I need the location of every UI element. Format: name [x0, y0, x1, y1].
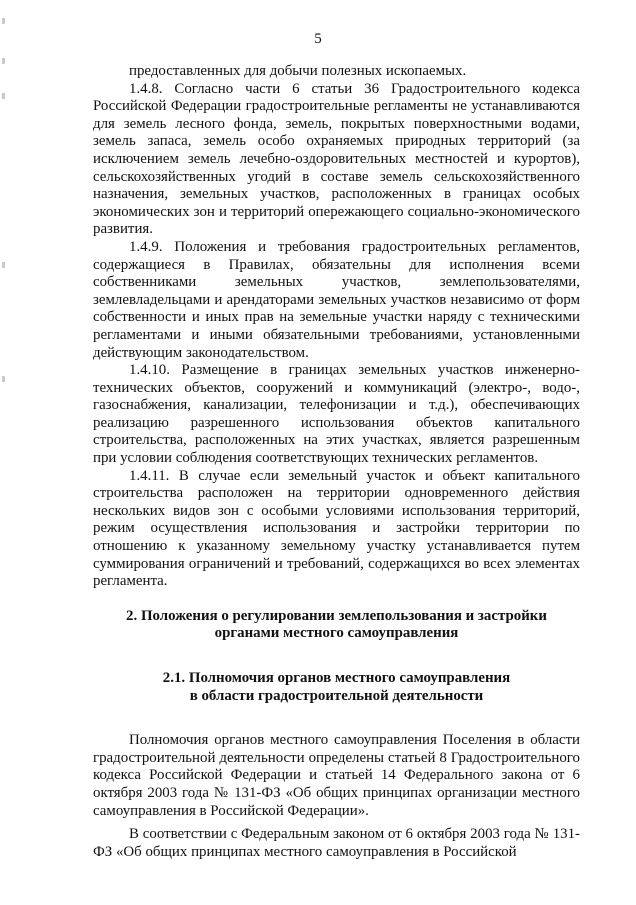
paragraph-federal-law: В соответствии с Федеральным законом от 6 октября 2003 года № 131-ФЗ «Об общих принципах местного самоуправления в Российской [93, 826, 580, 860]
scan-mark [2, 376, 5, 382]
scan-mark [2, 18, 5, 24]
paragraph-continuation: предоставленных для добычи полезных ископаемых. [129, 63, 467, 79]
section-2-heading-line-2: органами местного самоуправления [214, 625, 459, 642]
section-2-1-heading-line-2: в области градостроительной деятельности [189, 687, 484, 704]
paragraph-1-4-8: 1.4.8. Согласно части 6 статьи 36 Градостроительного кодекса Российской Федерации градостроительные регламенты не устанавливаются для земель лесного фонда, земель, покрытых поверхностными водами, земель запаса, земель особо охраняемых природных территорий (за исключением земель лечебно-оздоровительных местностей и курортов), сельскохозяйственных угодий в составе земель сельскохозяйственного назначения, земельных участков, расположенных в границах особых экономических зон и территорий опережающего социально-экономического развития. [93, 80, 580, 238]
paragraph-1-4-10: 1.4.10. Размещение в границах земельных участков инженерно-технических объектов, сооружений и коммуникаций (электро-, водо-, газоснабжения, канализации, телефонизации и т.д.), обеспечивающих реализацию разрешенного использования объектов капитального строительства, расположенных на этих участках, является разрешенным при условии соблюдения соответствующих технических регламентов. [93, 362, 580, 467]
section-2-heading-line-1: 2. Положения о регулировании землепользования и застройки [126, 607, 547, 624]
scan-mark [2, 262, 5, 268]
scan-mark [2, 58, 5, 64]
paragraph-powers: Полномочия органов местного самоуправления Поселения в области градостроительной деятельности определены статьей 8 Градостроительного кодекса Российской Федерации и статьей 14 Федерального закона от 6 октября 2003 года № 131-ФЗ «Об общих принципах организации местного самоуправления в Российской Федерации». [93, 732, 580, 819]
scan-mark [2, 93, 5, 99]
section-2-1-heading-line-1: 2.1. Полномочия органов местного самоуправления [162, 670, 511, 686]
section-2-heading [93, 608, 580, 643]
scan-margin-marks [2, 0, 6, 905]
paragraph-1-4-11: 1.4.11. В случае если земельный участок и объект капитального строительства расположен на территории одновременного действия нескольких видов зон с особыми условиями использования территорий, режим осуществления использования и застройки территории по отношению к указанному земельному участку устанавливается путем суммирования ограничений и требований, содержащихся во всех элементах регламента. [93, 467, 580, 590]
page-number: 5 [314, 31, 322, 47]
paragraph-1-4-9: 1.4.9. Положения и требования градостроительных регламентов, содержащиеся в Правилах, обязательны для исполнения всеми собственниками земельных участков, землепользователями, землевладельцами и арендаторами земельных участков независимо от форм собственности и иных прав на земельные участки наряду с техническими регламентами и иными обязательными требованиями, установленными действующим законодательством. [93, 238, 580, 361]
document-body [93, 63, 580, 861]
section-2-1-heading [93, 670, 580, 705]
